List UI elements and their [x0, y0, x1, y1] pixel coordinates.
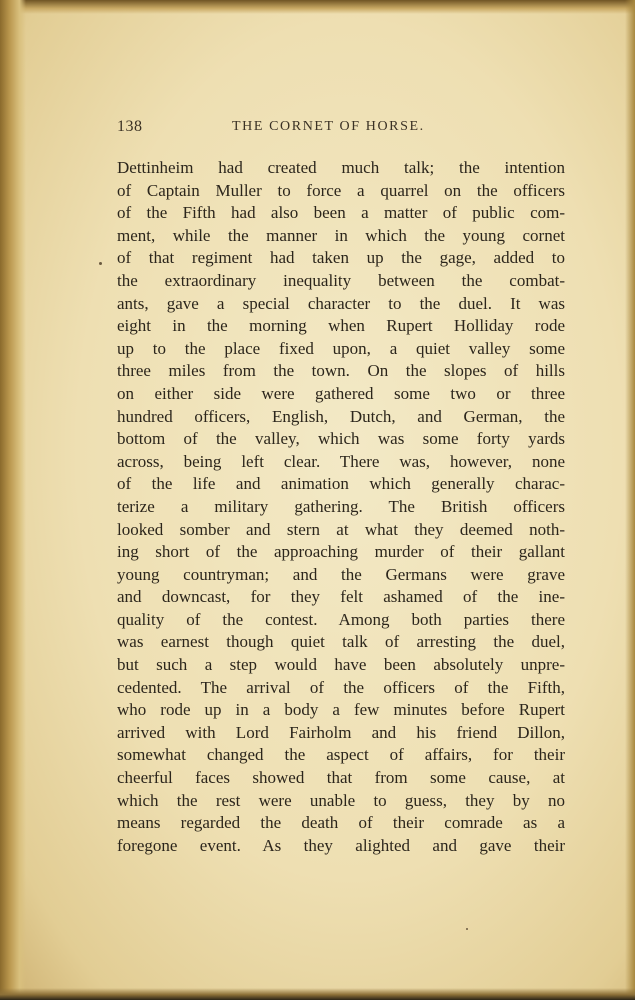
text-line: of the life and animation which generally charac- [117, 474, 565, 494]
page-bottom-edge-shadow [0, 988, 635, 1000]
text-line: cedented. The arrival of the officers of the Fifth, [117, 677, 565, 697]
text-line: terize a military gathering. The British officers [117, 496, 565, 516]
text-line: ants, gave a special character to the duel. It was [117, 293, 565, 313]
text-line: of the Fifth had also been a matter of public com- [117, 203, 565, 223]
text-line: ment, while the manner in which the young cornet [117, 225, 565, 245]
paper-speck [466, 928, 468, 930]
page-top-edge-shadow [0, 0, 635, 14]
text-line: ing short of the approaching murder of their gallant [117, 542, 565, 562]
text-line: and downcast, for they felt ashamed of the ine- [117, 587, 565, 607]
page-binding-edge [0, 0, 26, 1000]
page-right-edge [625, 0, 635, 1000]
text-line: young countryman; and the Germans were grave [117, 564, 565, 584]
text-line: across, being left clear. There was, however, none [117, 451, 565, 471]
text-line: who rode up in a body a few minutes before Rupert [117, 700, 565, 720]
text-line: was earnest though quiet talk of arresting the duel, [117, 632, 565, 652]
text-line: eight in the morning when Rupert Holliday rode [117, 316, 565, 336]
page-number: 138 [117, 118, 143, 135]
page-header [117, 118, 567, 140]
text-line: cheerful faces showed that from some cause, at [117, 768, 565, 788]
body-text [117, 157, 565, 857]
text-line: foregone event. As they alighted and gave their [117, 835, 565, 855]
text-line: three miles from the town. On the slopes of hills [117, 361, 565, 381]
text-line: arrived with Lord Fairholm and his friend Dillon, [117, 722, 565, 742]
text-line: bottom of the valley, which was some forty yards [117, 429, 565, 449]
text-line: which the rest were unable to guess, they by no [117, 790, 565, 810]
text-line: looked somber and stern at what they deemed noth- [117, 519, 565, 539]
text-line: means regarded the death of their comrade as a [117, 813, 565, 833]
text-line: up to the place fixed upon, a quiet valley some [117, 338, 565, 358]
text-line: hundred officers, English, Dutch, and German, the [117, 406, 565, 426]
text-line: of that regiment had taken up the gage, added to [117, 248, 565, 268]
text-line: quality of the contest. Among both parties there [117, 609, 565, 629]
text-line: the extraordinary inequality between the combat- [117, 270, 565, 290]
running-title: THE CORNET OF HORSE. [232, 119, 425, 134]
text-line: of Captain Muller to force a quarrel on the officers [117, 180, 565, 200]
paper-speck [99, 262, 102, 265]
text-line: on either side were gathered some two or three [117, 383, 565, 403]
text-line: Dettinheim had created much talk; the intention [117, 158, 565, 177]
text-line: somewhat changed the aspect of affairs, for their [117, 745, 565, 765]
text-line: but such a step would have been absolutely unpre- [117, 655, 565, 675]
